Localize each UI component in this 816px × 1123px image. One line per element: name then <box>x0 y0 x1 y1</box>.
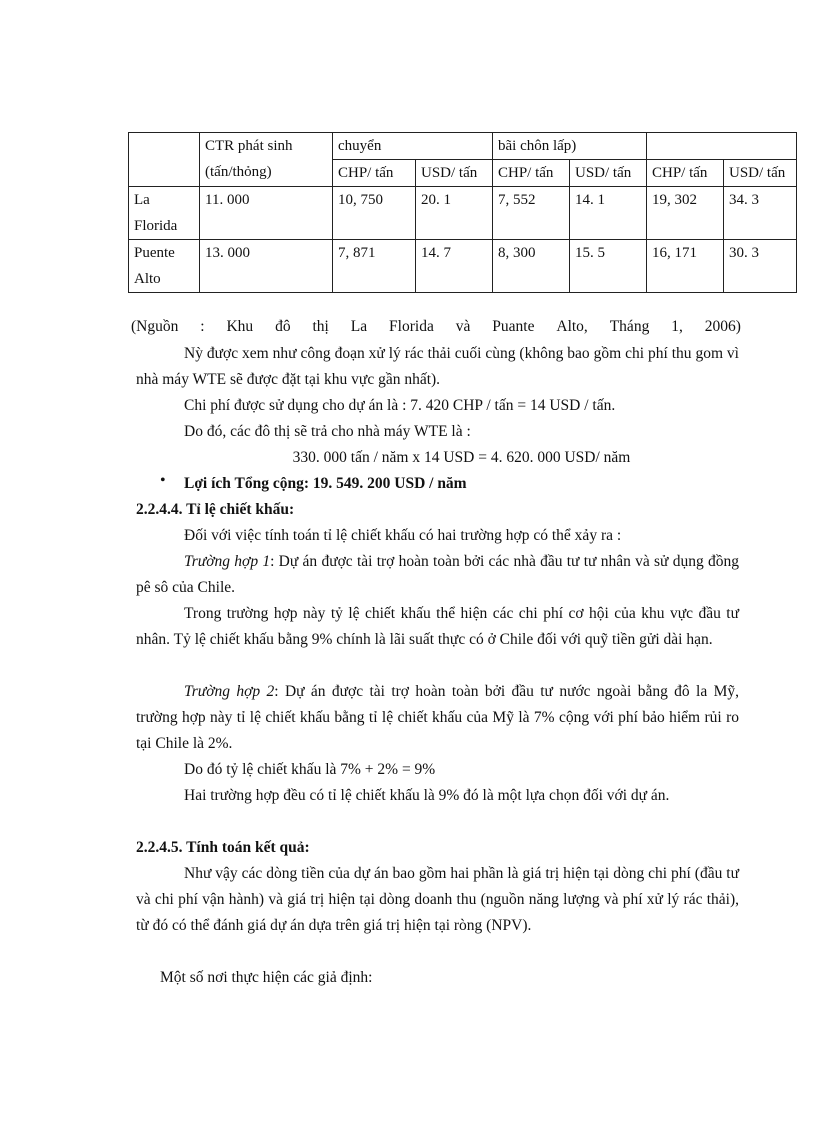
section-heading: 2.2.4.4. Tỉ lệ chiết khấu: <box>136 501 295 518</box>
table-cell: 7, 552 <box>493 187 570 240</box>
table-cell: 13. 000 <box>200 240 333 293</box>
paragraph: Do đó tỷ lệ chiết khấu là 7% + 2% = 9% <box>184 761 436 778</box>
table-cell-name: La Florida <box>129 187 200 240</box>
table-cell: 14. 7 <box>416 240 493 293</box>
table-cell: 19, 302 <box>647 187 724 240</box>
table-cell: 7, 871 <box>333 240 416 293</box>
paragraph: Như vậy các dòng tiền của dự án bao gồm hai phần là giá trị hiện tại dòng chi phí (đầu tư và chi phí vận hành) và giá trị hiện tại dòng doanh thu (nguồn năng lượng và phí xử lý rác thải), từ đó có thể đánh giá dự án dựa trên giá trị hiện tại ròng (NPV). <box>136 865 739 934</box>
bullet-icon: • <box>160 472 166 489</box>
paragraph: Nỳ được xem như công đoạn xử lý rác thải cuối cùng (không bao gồm chi phí thu gom vì nhà máy WTE sẽ được đặt tại khu vực gần nhất). <box>136 345 739 388</box>
case-1-label: Trường hợp 1 <box>184 553 271 570</box>
bullet-total-benefit: Lợi ích Tổng cộng: 19. 549. 200 USD / năm <box>184 475 467 492</box>
cost-table <box>128 132 797 293</box>
paragraph: Hai trường hợp đều có tỉ lệ chiết khấu là 9% đó là một lựa chọn đối với dự án. <box>184 787 670 804</box>
table-row <box>129 240 797 293</box>
table-subheader: USD/ tấn <box>416 160 493 187</box>
table-cell: 16, 171 <box>647 240 724 293</box>
paragraph: Một số nơi thực hiện các giả định: <box>160 969 373 986</box>
table-cell: 34. 3 <box>724 187 797 240</box>
paragraph: Đối với việc tính toán tỉ lệ chiết khấu có hai trường hợp có thể xảy ra : <box>184 527 622 544</box>
table-source-note: (Nguồn : Khu đô thị La Florida và Puante Alto, Tháng 1, 2006) <box>131 318 741 335</box>
table-header-transfer: chuyển <box>333 133 493 160</box>
table-subheader: USD/ tấn <box>570 160 647 187</box>
table-cell: 14. 1 <box>570 187 647 240</box>
table-row <box>129 187 797 240</box>
table-header-ctr: CTR phát sinh (tấn/thỏng) <box>200 133 333 187</box>
table-corner-cell <box>129 133 200 187</box>
table-header-total <box>647 133 797 160</box>
table-subheader: CHP/ tấn <box>333 160 416 187</box>
table-header-row <box>129 133 797 160</box>
case-2-label: Trường hợp 2 <box>184 683 275 700</box>
table-subheader: CHP/ tấn <box>493 160 570 187</box>
section-heading: 2.2.4.5. Tính toán kết quả: <box>136 839 310 856</box>
paragraph: Do đó, các đô thị sẽ trả cho nhà máy WTE là : <box>184 423 471 440</box>
table-cell: 30. 3 <box>724 240 797 293</box>
table-cell-name: Puente Alto <box>129 240 200 293</box>
table-cell: 20. 1 <box>416 187 493 240</box>
formula-line: 330. 000 tấn / năm x 14 USD = 4. 620. 000 USD/ năm <box>292 449 631 466</box>
paragraph-case-2: Trường hợp 2: Dự án được tài trợ hoàn toàn bởi đầu tư nước ngoài bằng đô la Mỹ, trường hợp này tỉ lệ chiết khấu bằng tỉ lệ chiết khấu của Mỹ là 7% cộng với phí bảo hiểm rủi ro tại Chile là 2%. <box>136 683 740 752</box>
table-header-landfill: bãi chôn lấp) <box>493 133 647 160</box>
table-cell: 10, 750 <box>333 187 416 240</box>
paragraph-case-1: Trường hợp 1: Dự án được tài trợ hoàn toàn bởi các nhà đầu tư tư nhân và sử dụng đồng pê sô của Chile. <box>136 553 739 596</box>
paragraph: Chi phí được sử dụng cho dự án là : 7. 420 CHP / tấn = 14 USD / tấn. <box>184 397 616 414</box>
table-cell: 8, 300 <box>493 240 570 293</box>
paragraph: Trong trường hợp này tỷ lệ chiết khấu thể hiện các chi phí cơ hội của khu vực đầu tư nhân. Tỷ lệ chiết khấu bằng 9% chính là lãi suất thực có ở Chile đối với quỹ tiền gửi dài hạn. <box>136 605 739 648</box>
table-subheader: USD/ tấn <box>724 160 797 187</box>
table-cell: 15. 5 <box>570 240 647 293</box>
table-subheader: CHP/ tấn <box>647 160 724 187</box>
table-cell: 11. 000 <box>200 187 333 240</box>
